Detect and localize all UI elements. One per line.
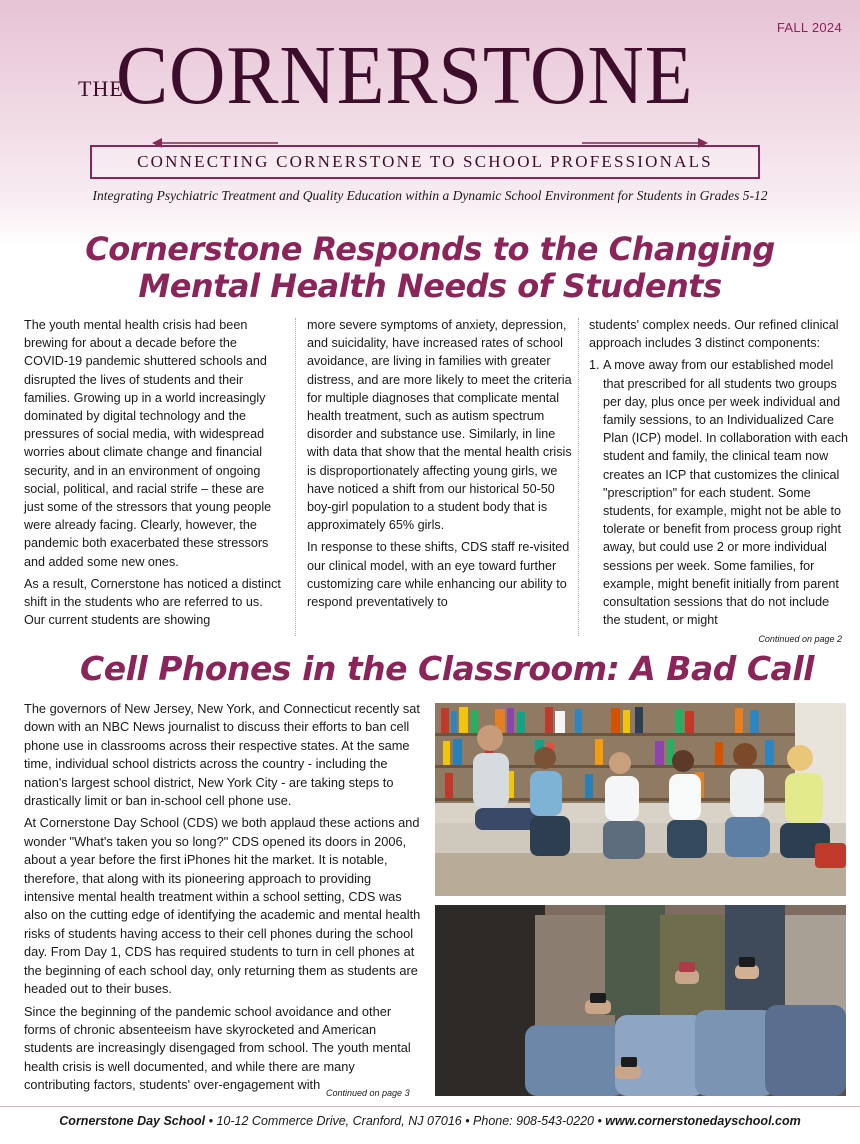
list-item [589, 356, 849, 629]
brand-the: THE [78, 76, 124, 101]
article1-paragraph: more severe symptoms of anxiety, depression, and suicidality, have increased rates of school avoidance, are living in families with greater distress, and are more likely to meet the criteria for multiple diagnoses that complicate mental health treatment, such as autism spectrum disorder and substance use. Similarly, in line with data that show that the mental health crisis is disproportionately affecting young girls, we have noticed a shift from our historical 50-50 boy-girl population to a student body that is approximately 65% girls. [307, 318, 572, 533]
footer-school-name: Cornerstone Day School [59, 1114, 206, 1128]
article1-paragraph: students' complex needs. Our refined clinical approach includes 3 distinct components: [589, 318, 839, 351]
footer-divider [0, 1106, 860, 1107]
students-phones-photo [435, 905, 846, 1096]
tagline: CONNECTING CORNERSTONE TO SCHOOL PROFESSIONALS [137, 152, 713, 171]
footer-contact: • 10-12 Commerce Drive, Cranford, NJ 07016 • Phone: 908-543-0220 • [205, 1114, 606, 1128]
list-item-text: A move away from our established model that prescribed for all students two groups per day, plus once per week individual and family sessions, to an Individualized Care Plan (ICP) model. In collaboration with each student and family, the clinical team now creates an ICP that customizes the clinical "prescription" for each student. Some students, for example, might not be able to tolerate or benefit from process group right away, but could use 2 or more individual sessions per week. Some families, for example, might benefit initially from parent consultation sessions that do not include the student, or might [603, 358, 849, 628]
issue-label: FALL 2024 [776, 20, 842, 35]
continued-link-page-3[interactable]: Continued on page 3 [326, 1088, 410, 1098]
article1-headline-line2: Mental Health Needs of Students [138, 266, 722, 305]
column-divider [295, 318, 296, 636]
tagline-box [90, 145, 760, 179]
continued-link-page-2[interactable]: Continued on page 2 [758, 634, 842, 644]
list-number: 1. [589, 358, 600, 373]
brand-logo [0, 30, 860, 130]
article1-paragraph: As a result, Cornerstone has noticed a distinct shift in the students who are referred to us. Our current students are showing [24, 576, 281, 628]
brand-title: CORNERSTONE [116, 29, 694, 122]
article1-column-1 [24, 316, 284, 633]
article1-headline-line1: Cornerstone Responds to the Changing [85, 230, 775, 268]
article1-column-2 [307, 316, 572, 615]
article2-paragraph: The governors of New Jersey, New York, and Connecticut recently sat down with an NBC News journalist to discuss their efforts to ban cell phone use in classrooms across their respective states. At the same time, individual school districts across the country - including the nation's largest school district, New York City - are taking steps to drastically limit or ban in-school cell phone use. [24, 701, 420, 809]
masthead [0, 0, 860, 248]
students-library-photo [435, 703, 846, 896]
article1-paragraph: In response to these shifts, CDS staff re-visited our clinical model, with an eye toward further customizing care while enhancing our ability to respond preventatively to [307, 540, 570, 610]
article2-paragraph: At Cornerstone Day School (CDS) we both applaud these actions and wonder "What's taken you so long?" CDS opened its doors in 2006, about a year before the first iPhones hit the market. It is notable, therefore, that along with its pioneering approach to providing intensive mental health treatment within a school setting, CDS was also on the cutting edge of identifying the academic and mental health risks of students having access to their cell phones during the school day. From Day 1, CDS has required students to turn in cell phones at the beginning of each school day, only returning them as students are headed out to their buses. [24, 815, 421, 997]
article2-headline: Cell Phones in the Classroom: A Bad Call [80, 649, 814, 688]
article2-paragraph: Since the beginning of the pandemic school avoidance and other forms of chronic absenteeism have skyrocketed and American students are increasingly disengaged from school. The youth mental health crisis is well documented, and while there are many contributing factors, students' over-engagement with [24, 1003, 411, 1093]
article1-column-3 [589, 316, 849, 629]
footer [0, 1114, 860, 1128]
masthead-subtitle: Integrating Psychiatric Treatment and Quality Education within a Dynamic School Environment for Students in Grades 5-12 [92, 188, 768, 203]
article1-headline [40, 231, 820, 305]
footer-website-link[interactable]: www.cornerstonedayschool.com [605, 1114, 801, 1128]
article1-paragraph: The youth mental health crisis had been brewing for about a decade before the COVID-19 pandemic shuttered schools and disrupted the lives of students and their families. Growing up in a world increasingly dominated by digital technology and the pressures of social media, with widespread worries about climate change and financial security, and in an environment of ongoing social, political, and racial strife – these are just some of the stressors that young people were already facing. Clearly, however, the pandemic both exacerbated these stressors and added some new ones. [24, 318, 272, 569]
column-divider [578, 318, 579, 636]
article2-body [24, 700, 422, 1099]
